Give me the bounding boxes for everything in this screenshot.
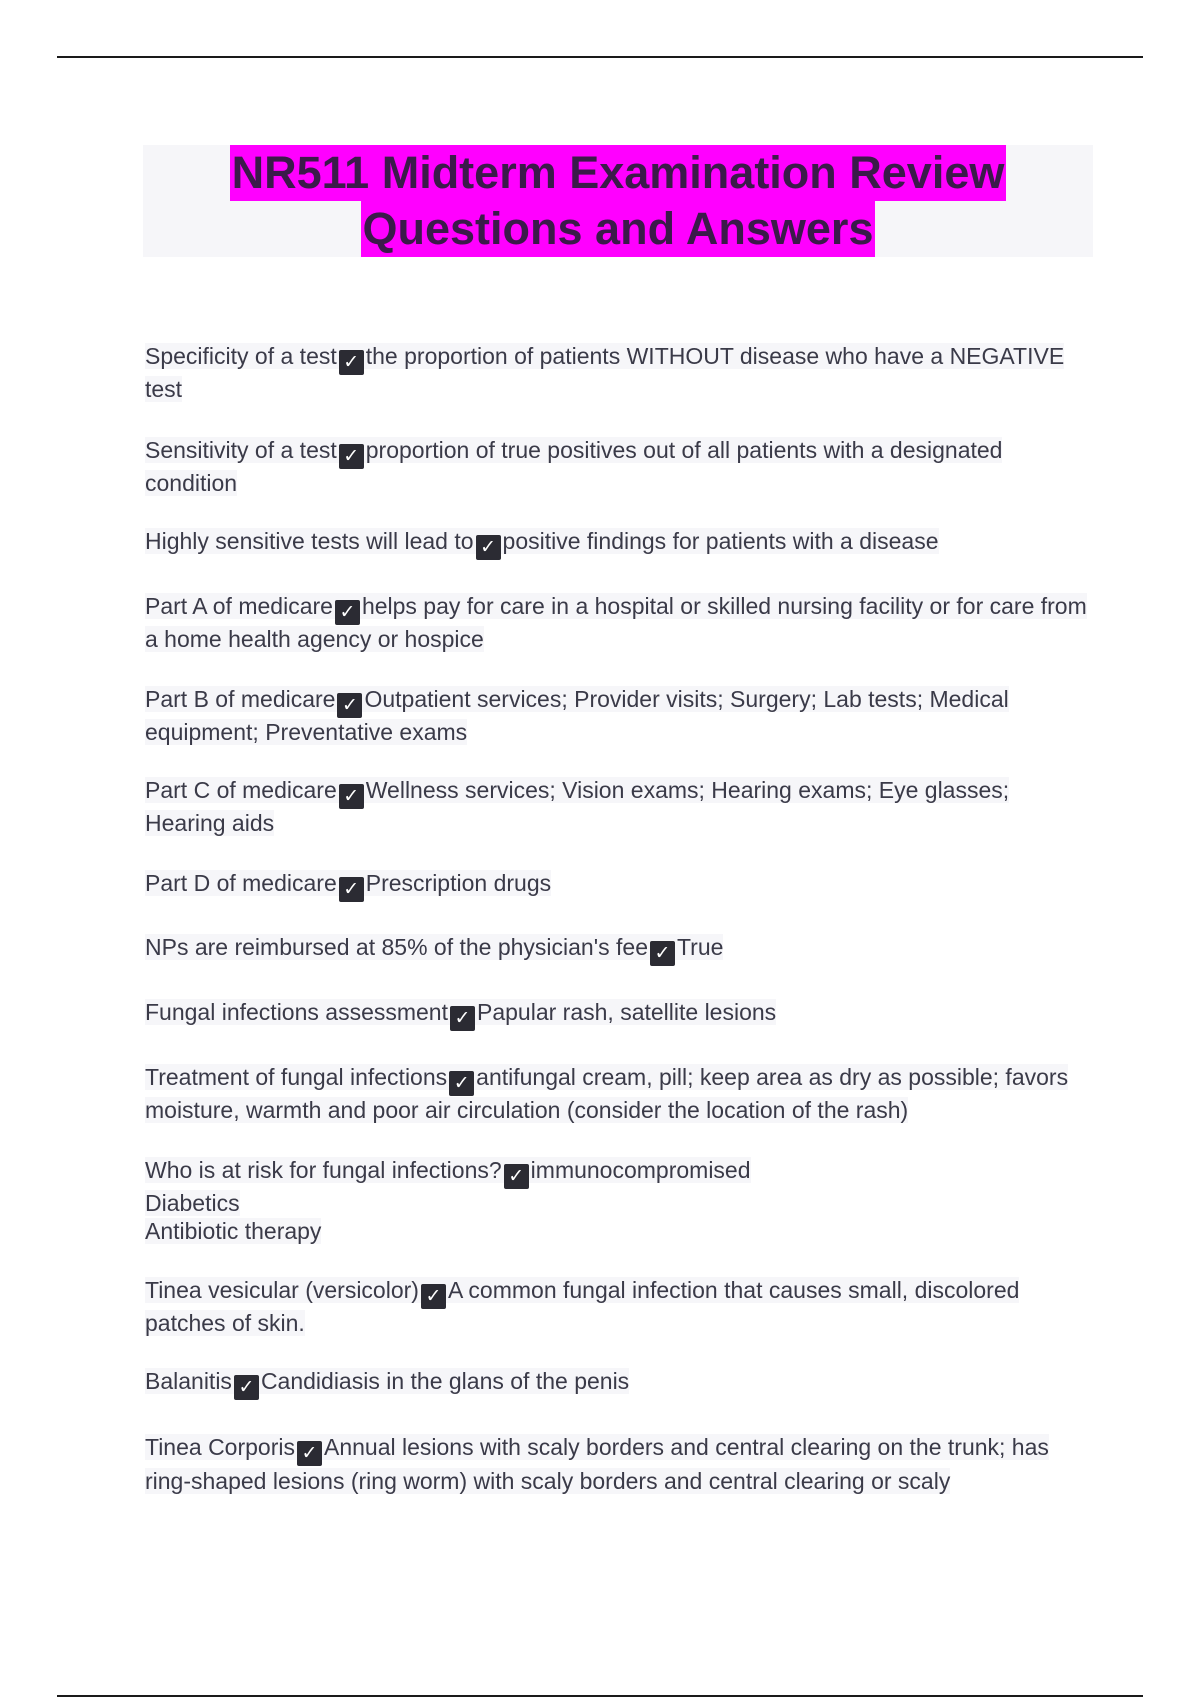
title-box [143,145,1093,257]
check-box-icon: ✓ [650,941,675,966]
qa-item [145,685,1095,746]
qa-item [145,776,1095,837]
check-box-icon: ✓ [339,784,364,809]
check-box-icon: ✓ [504,1164,529,1189]
qa-question: Part A of medicare [145,593,333,619]
qa-question: NPs are reimbursed at 85% of the physician's fee [145,934,648,960]
check-box-icon: ✓ [339,350,364,375]
check-box-icon: ✓ [339,444,364,469]
qa-answer: Candidiasis in the glans of the penis [260,1368,630,1394]
check-box-icon: ✓ [337,693,362,718]
check-box-icon: ✓ [339,877,364,902]
qa-question: Highly sensitive tests will lead to [145,528,474,554]
qa-item [145,1156,1095,1245]
qa-item [145,869,1095,902]
qa-list [145,342,1095,1496]
qa-question: Part C of medicare [145,777,337,803]
qa-item [145,1276,1095,1337]
qa-question: Sensitivity of a test [145,437,337,463]
qa-answer: A common fungal infection that causes small, discolored patches of skin. [145,1277,1020,1336]
bottom-rule [57,1695,1143,1697]
check-box-icon: ✓ [421,1284,446,1309]
check-box-icon: ✓ [234,1375,259,1400]
check-box-icon: ✓ [449,1071,474,1096]
page-title-line-2: Questions and Answers [361,201,876,257]
qa-answer: Prescription drugs [365,870,552,896]
qa-question: Tinea Corporis [145,1434,295,1460]
qa-item [145,527,1095,560]
qa-question: Balanitis [145,1368,232,1394]
qa-answer: Annual lesions with scaly borders and central clearing on the trunk; has ring-shaped lesions (ring worm) with scaly borders and central clearing or scaly [145,1434,1049,1494]
qa-question: Who is at risk for fungal infections? [145,1157,502,1183]
page-title-line-1: NR511 Midterm Examination Review [230,145,1007,201]
qa-answer: positive findings for patients with a disease [502,528,939,554]
qa-question: Part D of medicare [145,870,337,896]
qa-answer: antifungal cream, pill; keep area as dry as possible; favors moisture, warmth and poor air circulation (consider the location of the rash) [145,1064,1069,1123]
qa-answer-extra: Antibiotic therapy [145,1218,322,1244]
qa-item [145,1367,1095,1400]
check-box-icon: ✓ [335,600,360,625]
qa-item [145,933,1095,966]
qa-question: Specificity of a test [145,343,337,369]
qa-answer-extra: Diabetics [145,1190,240,1216]
qa-question: Part B of medicare [145,686,336,712]
check-box-icon: ✓ [476,535,501,560]
qa-answer: the proportion of patients WITHOUT disease who have a NEGATIVE test [145,343,1065,402]
top-rule [57,56,1143,58]
qa-answer: Outpatient services; Provider visits; Surgery; Lab tests; Medical equipment; Preventative exams [145,686,1009,745]
check-box-icon: ✓ [297,1441,322,1466]
qa-question: Treatment of fungal infections [145,1064,448,1090]
qa-item [145,592,1095,653]
qa-answer: Wellness services; Vision exams; Hearing exams; Eye glasses; Hearing aids [145,777,1010,836]
check-box-icon: ✓ [450,1006,475,1031]
qa-question: Fungal infections assessment [145,999,448,1025]
qa-item [145,342,1095,403]
qa-question: Tinea vesicular (versicolor) [145,1277,419,1303]
qa-answer: True [676,934,724,960]
qa-item [145,1432,1095,1496]
qa-item [145,436,1095,497]
qa-answer: proportion of true positives out of all patients with a designated condition [145,437,1003,496]
qa-answer: Papular rash, satellite lesions [477,999,777,1025]
qa-answer: immunocompromised [530,1157,751,1183]
qa-item [145,1063,1095,1124]
qa-item [145,998,1095,1031]
qa-answer: helps pay for care in a hospital or skilled nursing facility or for care from a home health agency or hospice [145,593,1087,652]
